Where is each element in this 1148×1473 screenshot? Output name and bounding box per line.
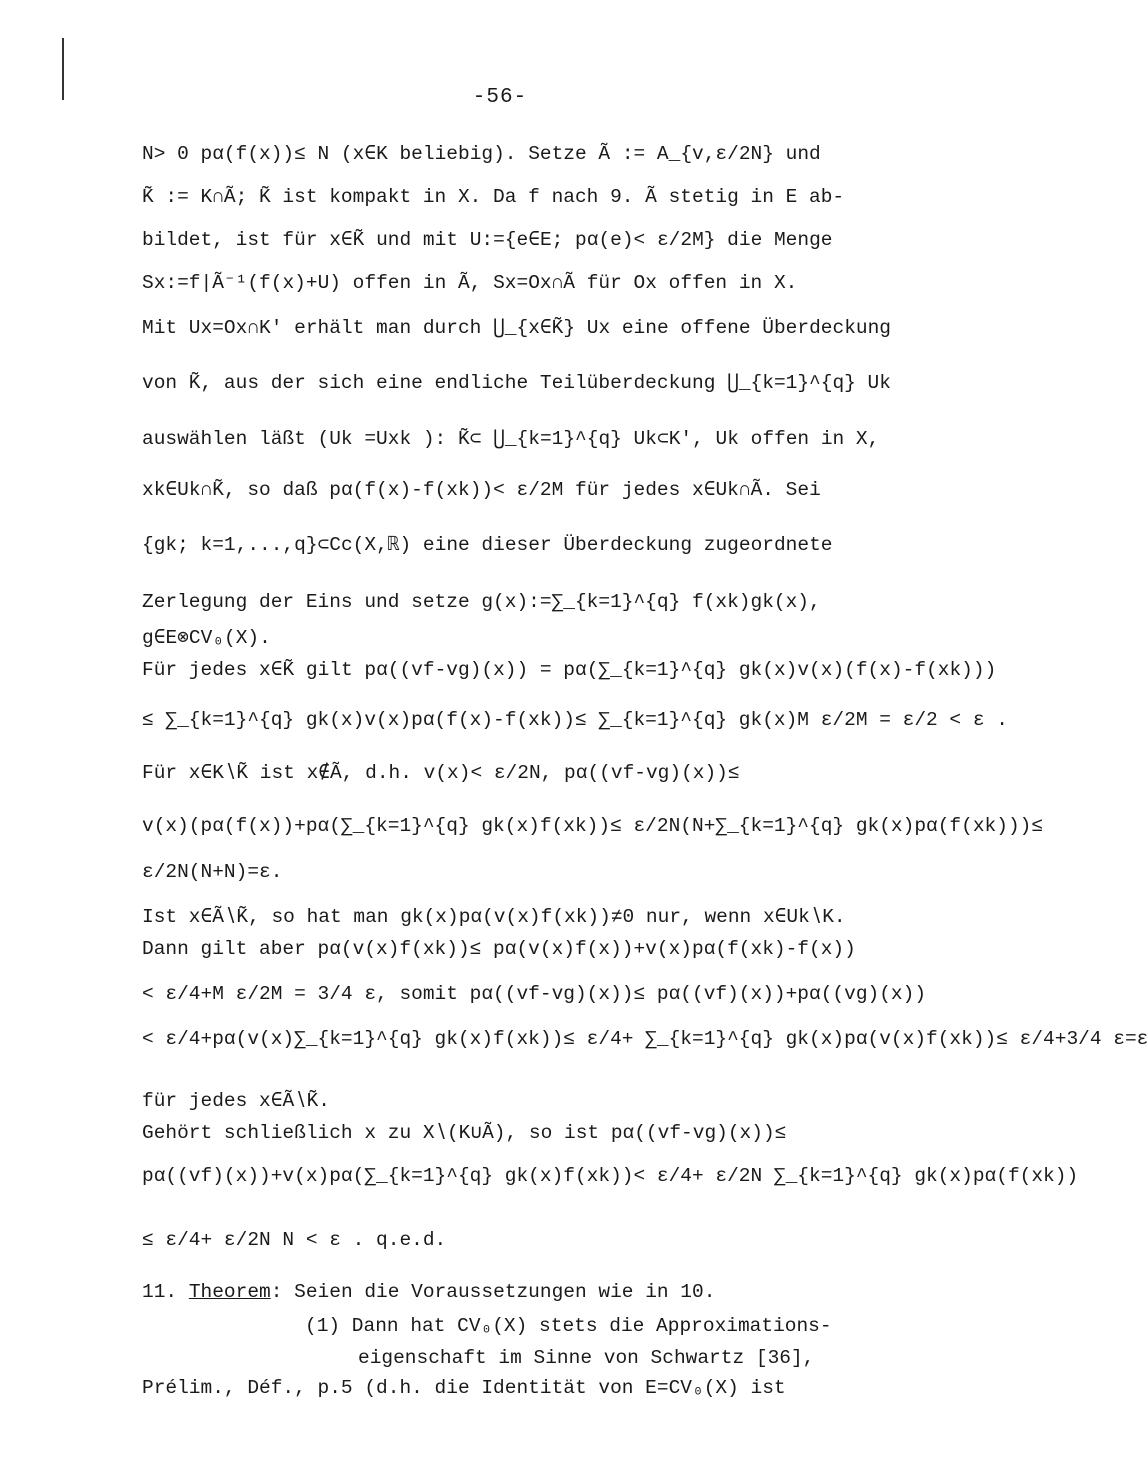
theorem-intro: : Seien die Voraussetzungen wie in 10. xyxy=(270,1281,716,1303)
page-number: -56- xyxy=(472,86,528,109)
text-line: Gehört schließlich x zu X∖(K∪Ã), so ist pα((vf-vg)(x))≤ xyxy=(142,1122,787,1144)
text-line: auswählen läßt (Uk =Uxk ): K̃⊂ ⋃_{k=1}^{q} Uk⊂K', Uk offen in X, xyxy=(142,428,880,450)
text-line: bildet, ist für x∈K̃ und mit U:={e∈E; pα(e)< ε/2M} die Menge xyxy=(142,229,833,251)
text-line: für jedes x∈Ã∖K̃. xyxy=(142,1090,330,1112)
text-line: < ε/4+M ε/2M = 3/4 ε, somit pα((vf-vg)(x))≤ pα((vf)(x))+pα((vg)(x)) xyxy=(142,983,927,1005)
theorem-title: Theorem xyxy=(188,1281,271,1303)
text-line: Zerlegung der Eins und setze g(x):=∑_{k=1}^{q} f(xk)gk(x), xyxy=(142,591,821,613)
text-line: < ε/4+pα(v(x)∑_{k=1}^{q} gk(x)f(xk))≤ ε/4+ ∑_{k=1}^{q} gk(x)pα(v(x)f(xk))≤ ε/4+3/4 ε=ε xyxy=(142,1028,1148,1050)
text-line: Für jedes x∈K̃ gilt pα((vf-vg)(x)) = pα(∑_{k=1}^{q} gk(x)v(x)(f(x)-f(xk))) xyxy=(142,659,997,681)
text-line: (1) Dann hat CV₀(X) stets die Approximations- xyxy=(305,1315,832,1337)
text-line: pα((vf)(x))+v(x)pα(∑_{k=1}^{q} gk(x)f(xk))< ε/4+ ε/2N ∑_{k=1}^{q} gk(x)pα(f(xk)) xyxy=(142,1165,1079,1187)
theorem-heading-line xyxy=(142,1278,902,1306)
text-line: von K̃, aus der sich eine endliche Teilüberdeckung ⋃_{k=1}^{q} Uk xyxy=(142,372,891,394)
text-line: xk∈Uk∩K̃, so daß pα(f(x)-f(xk))< ε/2M für jedes x∈Uk∩Ã. Sei xyxy=(142,479,821,501)
text-line: v(x)(pα(f(x))+pα(∑_{k=1}^{q} gk(x)f(xk))≤ ε/2N(N+∑_{k=1}^{q} gk(x)pα(f(xk)))≤ xyxy=(142,815,1044,837)
text-line: Mit Ux=Ox∩K' erhält man durch ⋃_{x∈K̃} Ux eine offene Überdeckung xyxy=(142,317,891,339)
text-line: g∈E⊗CV₀(X). xyxy=(142,627,271,649)
theorem-number: 11. xyxy=(142,1281,178,1303)
text-line: N> 0 pα(f(x))≤ N (x∈K beliebig). Setze Ã := A_{v,ε/2N} und xyxy=(142,143,821,165)
text-line: K̃ := K∩Ã; K̃ ist kompakt in X. Da f nach 9. Ã stetig in E ab- xyxy=(142,186,845,208)
text-line: Für x∈K∖K̃ ist x∉Ã, d.h. v(x)< ε/2N, pα((vf-vg)(x))≤ xyxy=(142,762,740,784)
text-line: ≤ ∑_{k=1}^{q} gk(x)v(x)pα(f(x)-f(xk))≤ ∑_{k=1}^{q} gk(x)M ε/2M = ε/2 < ε . xyxy=(142,709,1008,731)
text-line: Prélim., Déf., p.5 (d.h. die Identität von E=CV₀(X) ist xyxy=(142,1377,786,1399)
text-line: ≤ ε/4+ ε/2N N < ε . q.e.d. xyxy=(142,1229,447,1251)
text-line: ε/2N(N+N)=ε. xyxy=(142,861,283,883)
text-line: Dann gilt aber pα(v(x)f(xk))≤ pα(v(x)f(x))+v(x)pα(f(xk)-f(x)) xyxy=(142,938,856,960)
text-line: eigenschaft im Sinne von Schwartz [36], xyxy=(358,1347,815,1369)
text-line: Sx:=f|Ã⁻¹(f(x)+U) offen in Ã, Sx=Ox∩Ã für Ox offen in X. xyxy=(142,272,798,294)
text-line: Ist x∈Ã∖K̃, so hat man gk(x)pα(v(x)f(xk))≠0 nur, wenn x∈Uk∖K. xyxy=(142,906,846,928)
text-line: {gk; k=1,...,q}⊂Cc(X,ℝ) eine dieser Überdeckung zugeordnete xyxy=(142,534,833,556)
